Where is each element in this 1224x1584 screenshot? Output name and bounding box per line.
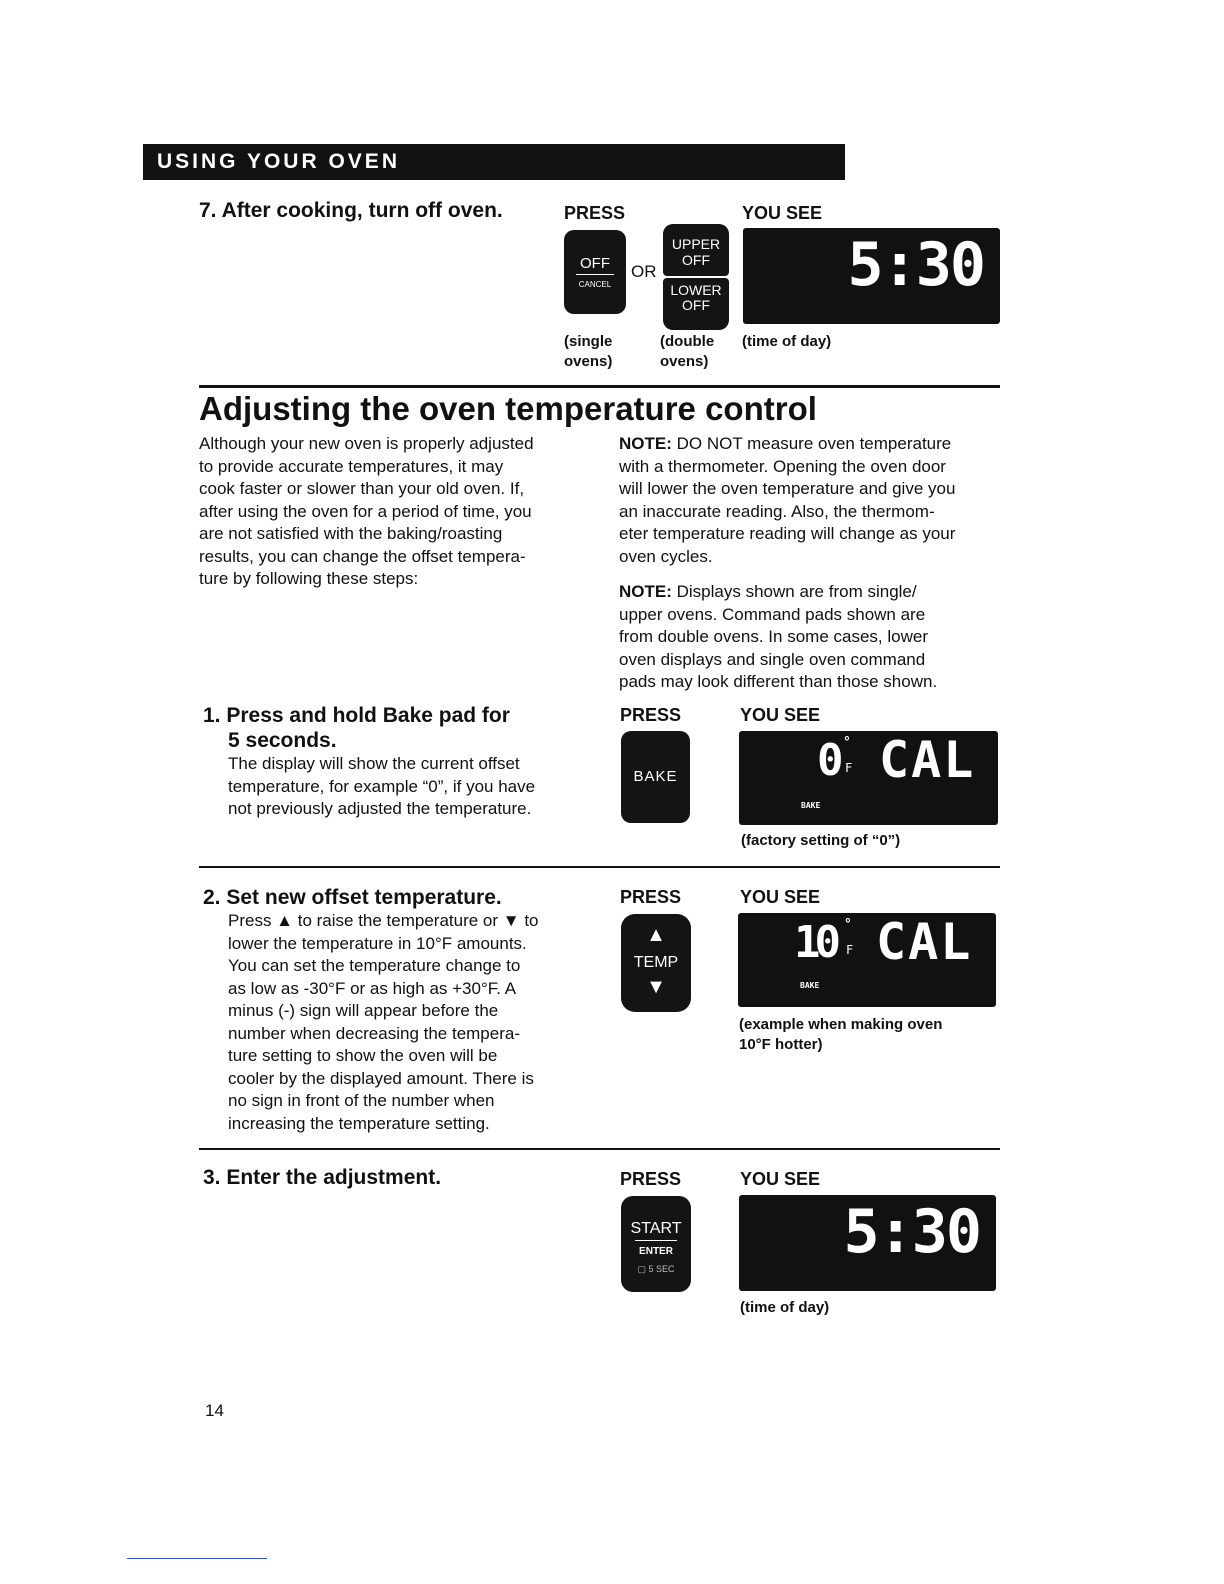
intro-line: results, you can change the offset tempera-	[199, 546, 526, 566]
step2-display-unit: F	[846, 943, 854, 957]
step7-caption-single-2: ovens)	[564, 353, 613, 370]
start-pad-divider	[635, 1240, 677, 1241]
step1-display-unit: F	[845, 761, 853, 775]
step2-line: You can set the temperature change to	[228, 956, 521, 975]
page-heading: Adjusting the oven temperature control	[199, 390, 817, 427]
step2-line: increasing the temperature setting.	[228, 1113, 490, 1133]
step1-display	[739, 731, 998, 825]
start-enter-pad[interactable]	[621, 1196, 691, 1292]
step7-title: 7. After cooking, turn off oven.	[199, 199, 503, 222]
step2-rule	[199, 1148, 1000, 1150]
off-pad-label: OFF	[580, 255, 610, 272]
step1-title-1: 1. Press and hold Bake pad for	[203, 704, 510, 727]
upper-off-pad[interactable]	[663, 224, 729, 276]
step2-press-label: PRESS	[620, 887, 682, 907]
intro-line: cook faster or slower than your old oven. If,	[199, 479, 525, 498]
step7-display-time: 5:30	[847, 230, 984, 300]
step1-line: not previously adjusted the temperature.	[228, 799, 532, 818]
note-label: NOTE:	[619, 582, 672, 601]
step1-display-word: CAL	[879, 731, 976, 789]
section-banner	[143, 144, 845, 180]
intro-line: ture by following these steps:	[199, 569, 419, 588]
step7-caption-double-2: ovens)	[660, 353, 709, 370]
bake-pad[interactable]	[621, 731, 690, 823]
temp-pad-label: TEMP	[633, 954, 679, 971]
step2-line: cooler by the displayed amount. There is	[228, 1068, 534, 1088]
note-line: an inaccurate reading. Also, the thermom-	[619, 501, 935, 521]
step1-yousee-label: YOU SEE	[740, 705, 821, 725]
step7-display	[743, 228, 1000, 324]
lock-icon: ▢ 5 SEC	[637, 1264, 675, 1274]
note-line: from double ovens. In some cases, lower	[619, 627, 928, 646]
note-line: DO NOT measure oven temperature	[671, 434, 952, 453]
start-pad-small-text: 5 SEC	[648, 1264, 675, 1274]
upper-pad-line1: UPPER	[671, 236, 721, 252]
step2-display-small: BAKE	[800, 981, 820, 990]
step7-press-label: PRESS	[564, 203, 626, 223]
footer-rule	[127, 1558, 267, 1559]
step1-rule	[199, 866, 1000, 868]
step2-yousee-label: YOU SEE	[740, 887, 821, 907]
off-cancel-pad[interactable]	[564, 230, 626, 314]
step2-display-degree: °	[844, 917, 852, 932]
temp-pad[interactable]	[621, 914, 691, 1012]
step2-title: 2. Set new offset temperature.	[203, 886, 502, 909]
step7-caption-double-1: (double	[660, 333, 715, 350]
step2-line: lower the temperature in 10°F amounts.	[228, 933, 527, 953]
step1-display-value: 0	[817, 735, 844, 786]
bake-pad-label: BAKE	[633, 768, 678, 785]
note-line: oven displays and single oven command	[619, 649, 926, 669]
lower-off-pad[interactable]	[663, 278, 729, 330]
step3-display	[739, 1195, 996, 1291]
step2-line: ture setting to show the oven will be	[228, 1046, 498, 1065]
note-thermometer	[619, 433, 1009, 568]
page-number: 14	[205, 1401, 224, 1420]
step2-body	[228, 910, 588, 1135]
note-line: oven cycles.	[619, 546, 713, 566]
note-line: pads may look different than those shown.	[619, 672, 938, 691]
step3-display-time: 5:30	[843, 1197, 980, 1267]
lower-pad-line1: LOWER	[670, 282, 722, 298]
upper-pad-line2: OFF	[682, 252, 710, 268]
start-pad-label: START	[630, 1220, 682, 1237]
step2-display-word: CAL	[876, 913, 973, 971]
step2-line: no sign in front of the number when	[228, 1091, 495, 1110]
step2-line: minus (-) sign will appear before the	[228, 1001, 499, 1020]
step1-caption: (factory setting of “0”)	[741, 832, 901, 849]
intro-paragraph	[199, 433, 589, 591]
step7-caption-single-1: (single	[564, 333, 613, 350]
temp-down-icon[interactable]: ▼	[646, 976, 666, 998]
off-pad-divider	[576, 274, 614, 275]
step2-line: Press ▲ to raise the temperature or ▼ to	[228, 911, 539, 930]
note-line: with a thermometer. Opening the oven door	[619, 456, 946, 476]
off-pad-sublabel: CANCEL	[578, 280, 612, 289]
step2-display	[738, 913, 996, 1007]
step2-display-value: 10	[794, 917, 835, 968]
intro-line: after using the oven for a period of time, you	[199, 501, 532, 521]
step3-caption: (time of day)	[740, 1299, 830, 1316]
start-pad-sublabel: ENTER	[639, 1246, 673, 1257]
temp-up-icon[interactable]: ▲	[646, 924, 666, 946]
or-text: OR	[631, 262, 657, 281]
step7-caption-display: (time of day)	[742, 333, 832, 350]
step3-title: 3. Enter the adjustment.	[203, 1166, 442, 1189]
step1-press-label: PRESS	[620, 705, 682, 725]
step1-display-degree: °	[843, 735, 851, 750]
step1-line: temperature, for example “0”, if you have	[228, 776, 536, 796]
step2-caption-1: (example when making oven	[739, 1016, 943, 1033]
note-displays	[619, 581, 1009, 694]
note-line: upper ovens. Command pads shown are	[619, 604, 926, 624]
heading-rule	[199, 385, 1000, 388]
step1-display-small: BAKE	[801, 801, 821, 810]
note-line: eter temperature reading will change as your	[619, 524, 956, 543]
intro-line: are not satisfied with the baking/roasting	[199, 524, 503, 543]
step2-line: as low as -30°F or as high as +30°F. A	[228, 978, 517, 998]
step1-title-2: 5 seconds.	[228, 729, 337, 752]
note-line: Displays shown are from single/	[671, 582, 917, 601]
note-label: NOTE:	[619, 434, 672, 453]
step1-line: The display will show the current offset	[228, 754, 520, 773]
section-banner-text: USING YOUR OVEN	[157, 150, 400, 173]
intro-line: to provide accurate temperatures, it may	[199, 456, 504, 476]
step3-yousee-label: YOU SEE	[740, 1169, 821, 1189]
step7-yousee-label: YOU SEE	[742, 203, 823, 223]
lower-pad-line2: OFF	[682, 297, 710, 313]
step1-body	[228, 753, 588, 821]
step2-line: number when decreasing the tempera-	[228, 1023, 520, 1043]
intro-line: Although your new oven is properly adjusted	[199, 434, 534, 453]
step3-press-label: PRESS	[620, 1169, 682, 1189]
step2-caption-2: 10°F hotter)	[739, 1036, 823, 1053]
note-line: will lower the oven temperature and give you	[619, 479, 956, 498]
